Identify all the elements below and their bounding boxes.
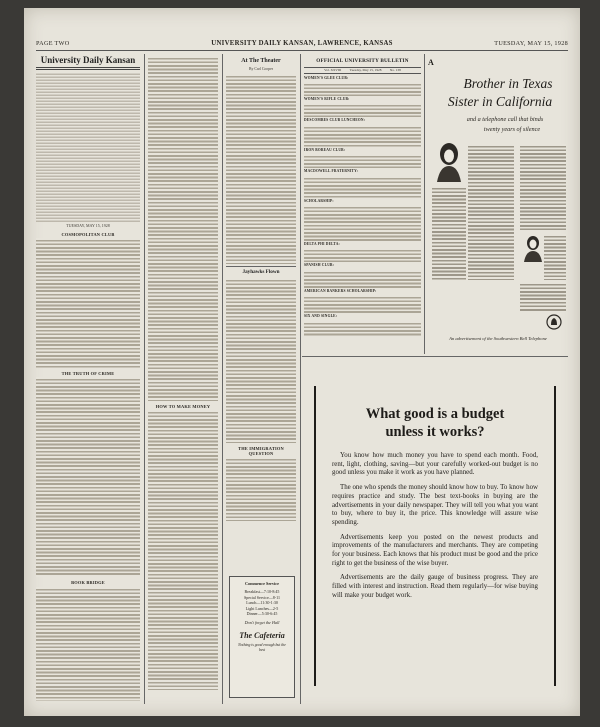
editorial-column-1 [36,56,140,701]
hours-line: Dinner—5:30-6:45 [246,611,278,617]
issue-date: TUESDAY, MAY 15, 1928 [494,40,568,47]
editorial-heading: COSMOPOLITAN CLUB [61,231,115,237]
editorial-text [36,238,140,368]
masthead-title: University Daily Kansan [40,56,136,65]
column-rule [144,54,145,704]
immigration-text [226,457,296,521]
hours-line: Light Lunches—2-5 [245,605,279,611]
bulletin-item: IRON BOREAU CLUB: [304,147,346,152]
ad-border-right [554,386,556,686]
immigration-heading: THE IMMIGRATION QUESTION [238,445,284,456]
budget-paragraph: Advertisements keep you posted on the newest products and improvements of the manufacturers and merchants. They are competing for your business. Each knows that his product must be good and the price right to get the business of the wise buyer. [332,533,538,567]
column-rule [222,54,223,704]
bulletin-item: WOMEN'S GLEE CLUB: [304,75,349,80]
bulletin-subline: Vol. XXVIII Tuesday, May 15, 1928 No. 138 [304,67,421,74]
cafeteria-tagline: Nothing is good enough but the best [238,642,286,652]
ad-border-left [314,386,316,686]
editorial-text [148,410,218,690]
woman-illustration-icon [432,140,466,182]
section-rule [302,356,568,357]
theater-byline: By Carl Cooper [248,67,274,71]
budget-ad [322,378,548,694]
page-number: PAGE TWO [36,40,70,47]
man-illustration-icon [522,234,544,262]
ad-headline-1: Brother in Texas [463,76,553,91]
hours-line: Special Service—8-11 [244,594,280,600]
bulletin-item: AMERICAN BANKERS SCHOLARSHIP: [304,288,377,293]
cafeteria-hours [230,589,294,617]
bulletin-item: SCHOLARSHIP: [304,198,334,203]
ad-footer: An advertisement of the Southwestern Bell Telephone [449,336,547,341]
editorial-heading: THE TRUTH OF CRIME [61,371,115,376]
staff-listing [36,72,140,222]
bulletin-item: MACDOWELL FRATERNITY: [304,169,359,174]
cafeteria-reminder: Don't forget the Hall [244,619,280,625]
bulletin-item: WOMEN'S RIFLE CLUB: [304,97,350,101]
ad-subhead-2: twenty years of silence [483,126,541,133]
budget-paragraph: The one who spends the money should know how to buy. To know how requires practice and study. The best text-books in buying are the advertisements in your daily newspaper. They will tell you what you want to buy, where to buy it, the price. This knowledge will assure wise spending. [332,484,538,526]
budget-paragraph: You know how much money you have to spend each month. Food, rent, light, clothing, saving—but your carefully worked-out budget is no good unless you make it work as you have planned. [332,452,538,477]
editorial-heading: HOW TO MAKE MONEY [155,404,211,409]
bulletin-title: OFFICIAL UNIVERSITY BULLETIN [316,58,409,64]
editorial-text [36,587,140,701]
jayhawks-heading: Jayhawks Flown [226,266,296,276]
cafeteria-name: The Cafeteria [239,630,285,640]
masthead-date: TUESDAY, MAY 15, 1928 [66,223,110,228]
ad-subhead-1: and a telephone call that binds [466,116,544,123]
column-rule [300,54,301,704]
cafeteria-ad [229,576,295,698]
ad-headline-2: Sister in California [447,94,553,109]
theater-heading: At The Theater [241,58,281,64]
ad-copy-right [520,144,566,230]
budget-headline-1: What good is a budget [365,406,505,422]
editorial-text [148,56,218,401]
editorial-text [36,377,140,577]
university-bulletin [304,56,421,354]
column-rule [424,54,425,354]
hours-line: Breakfast—7:10-8:45 [244,589,280,594]
hours-line: Lunch—11:30-1:30 [246,600,278,606]
bulletin-item: DESCOMBES CLUB LUNCHEON: [304,118,366,123]
bulletin-item: SIX AND SINGLE: [304,314,338,319]
budget-paragraph: Advertisements are the daily gauge of business progress. They are filled with interest and instruction. Read them regularly—for wise buying will make your budget work. [332,574,538,599]
bulletin-item: SPANISH CLUB: [304,263,334,268]
ad-copy-left-lower [432,186,466,280]
newspaper-page [24,8,580,716]
budget-headline-2: unless it works? [385,424,485,440]
budget-body [332,452,538,607]
ad-copy-left [468,144,514,280]
running-header [36,38,568,51]
bulletin-item: DELTA PHI DELTA: [304,242,340,247]
cafeteria-service-label: Commence Service [244,581,280,586]
theater-text [226,74,296,264]
bell-logo-icon [546,314,562,330]
telephone-ad [428,56,568,352]
ad-initial: A [428,58,434,67]
editorial-heading: BOOK BRIDGE [71,580,105,586]
paper-name: UNIVERSITY DAILY KANSAN, LAWRENCE, KANSAS [211,40,393,47]
editorial-column-2 [148,56,218,701]
jayhawks-text [226,278,296,443]
